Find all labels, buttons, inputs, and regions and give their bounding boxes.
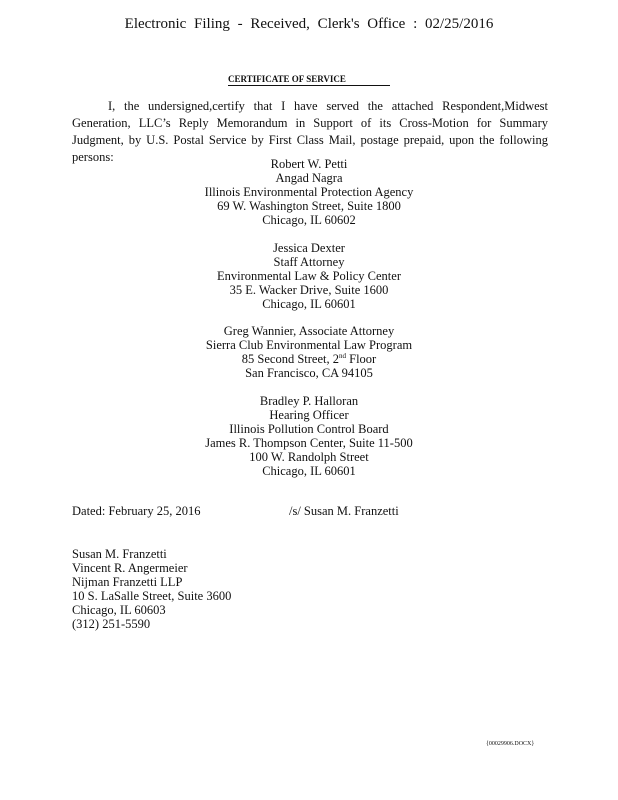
recipient-line: 100 W. Randolph Street [249, 450, 369, 464]
recipient-line: Staff Attorney [273, 255, 345, 269]
signer-line: 10 S. LaSalle Street, Suite 3600 [72, 589, 232, 603]
recipient-line: San Francisco, CA 94105 [245, 366, 373, 380]
ordinal-suffix: nd [339, 351, 346, 360]
address-floor: Floor [346, 352, 377, 366]
recipient-line: Environmental Law & Policy Center [217, 269, 401, 283]
recipient-line: Bradley P. Halloran [259, 394, 359, 408]
recipient-line: Chicago, IL 60601 [262, 464, 356, 478]
recipient-line: Chicago, IL 60602 [262, 213, 356, 227]
signer-line: Nijman Franzetti LLP [72, 575, 183, 589]
certificate-title: CERTIFICATE OF SERVICE [228, 74, 390, 86]
address-street: 85 Second Street, 2 [241, 352, 339, 366]
recipient-line: Illinois Environmental Protection Agency [204, 185, 414, 199]
recipient-line: Chicago, IL 60601 [262, 297, 356, 311]
signer-line: Chicago, IL 60603 [72, 603, 166, 617]
recipient-line: 35 E. Wacker Drive, Suite 1600 [229, 283, 389, 297]
service-recipient-wannier [0, 324, 618, 380]
certificate-body-text: I, the undersigned,certify that I have served the attached Respondent,Midwest Generation, LLC’s Reply Memorandum in Support of its Cross-Motion for Summary Judgment, by U.S. Postal Service by First Class Mail, postage prepaid, upon the following persons: [72, 99, 548, 164]
recipient-line: Robert W. Petti [270, 157, 348, 171]
service-recipient-petti-nagra [0, 157, 618, 227]
recipient-line: Greg Wannier, Associate Attorney [223, 324, 395, 338]
recipient-line: 69 W. Washington Street, Suite 1800 [217, 199, 401, 213]
recipient-line: Jessica Dexter [273, 241, 345, 255]
recipient-line: James R. Thompson Center, Suite 11-500 [205, 436, 413, 450]
recipient-line: Illinois Pollution Control Board [229, 422, 389, 436]
electronic-signature: /s/ Susan M. Franzetti [289, 504, 399, 518]
recipient-line: Sierra Club Environmental Law Program [205, 338, 413, 352]
service-recipient-halloran [0, 394, 618, 478]
dated-line: Dated: February 25, 2016 [72, 504, 201, 518]
certificate-body [72, 98, 548, 166]
signer-line: Susan M. Franzetti [72, 547, 167, 561]
service-recipient-dexter [0, 241, 618, 311]
signer-line: Vincent R. Angermeier [72, 561, 188, 575]
filing-stamp-header: Electronic Filing - Received, Clerk's Office : 02/25/2016 [124, 16, 494, 32]
recipient-line: Hearing Officer [269, 408, 349, 422]
recipient-line-address [0, 352, 618, 366]
recipient-line: Angad Nagra [275, 171, 343, 185]
signer-line: (312) 251-5590 [72, 617, 151, 631]
document-code: {00029906.DOCX} [486, 741, 535, 747]
signer-block [72, 547, 231, 631]
